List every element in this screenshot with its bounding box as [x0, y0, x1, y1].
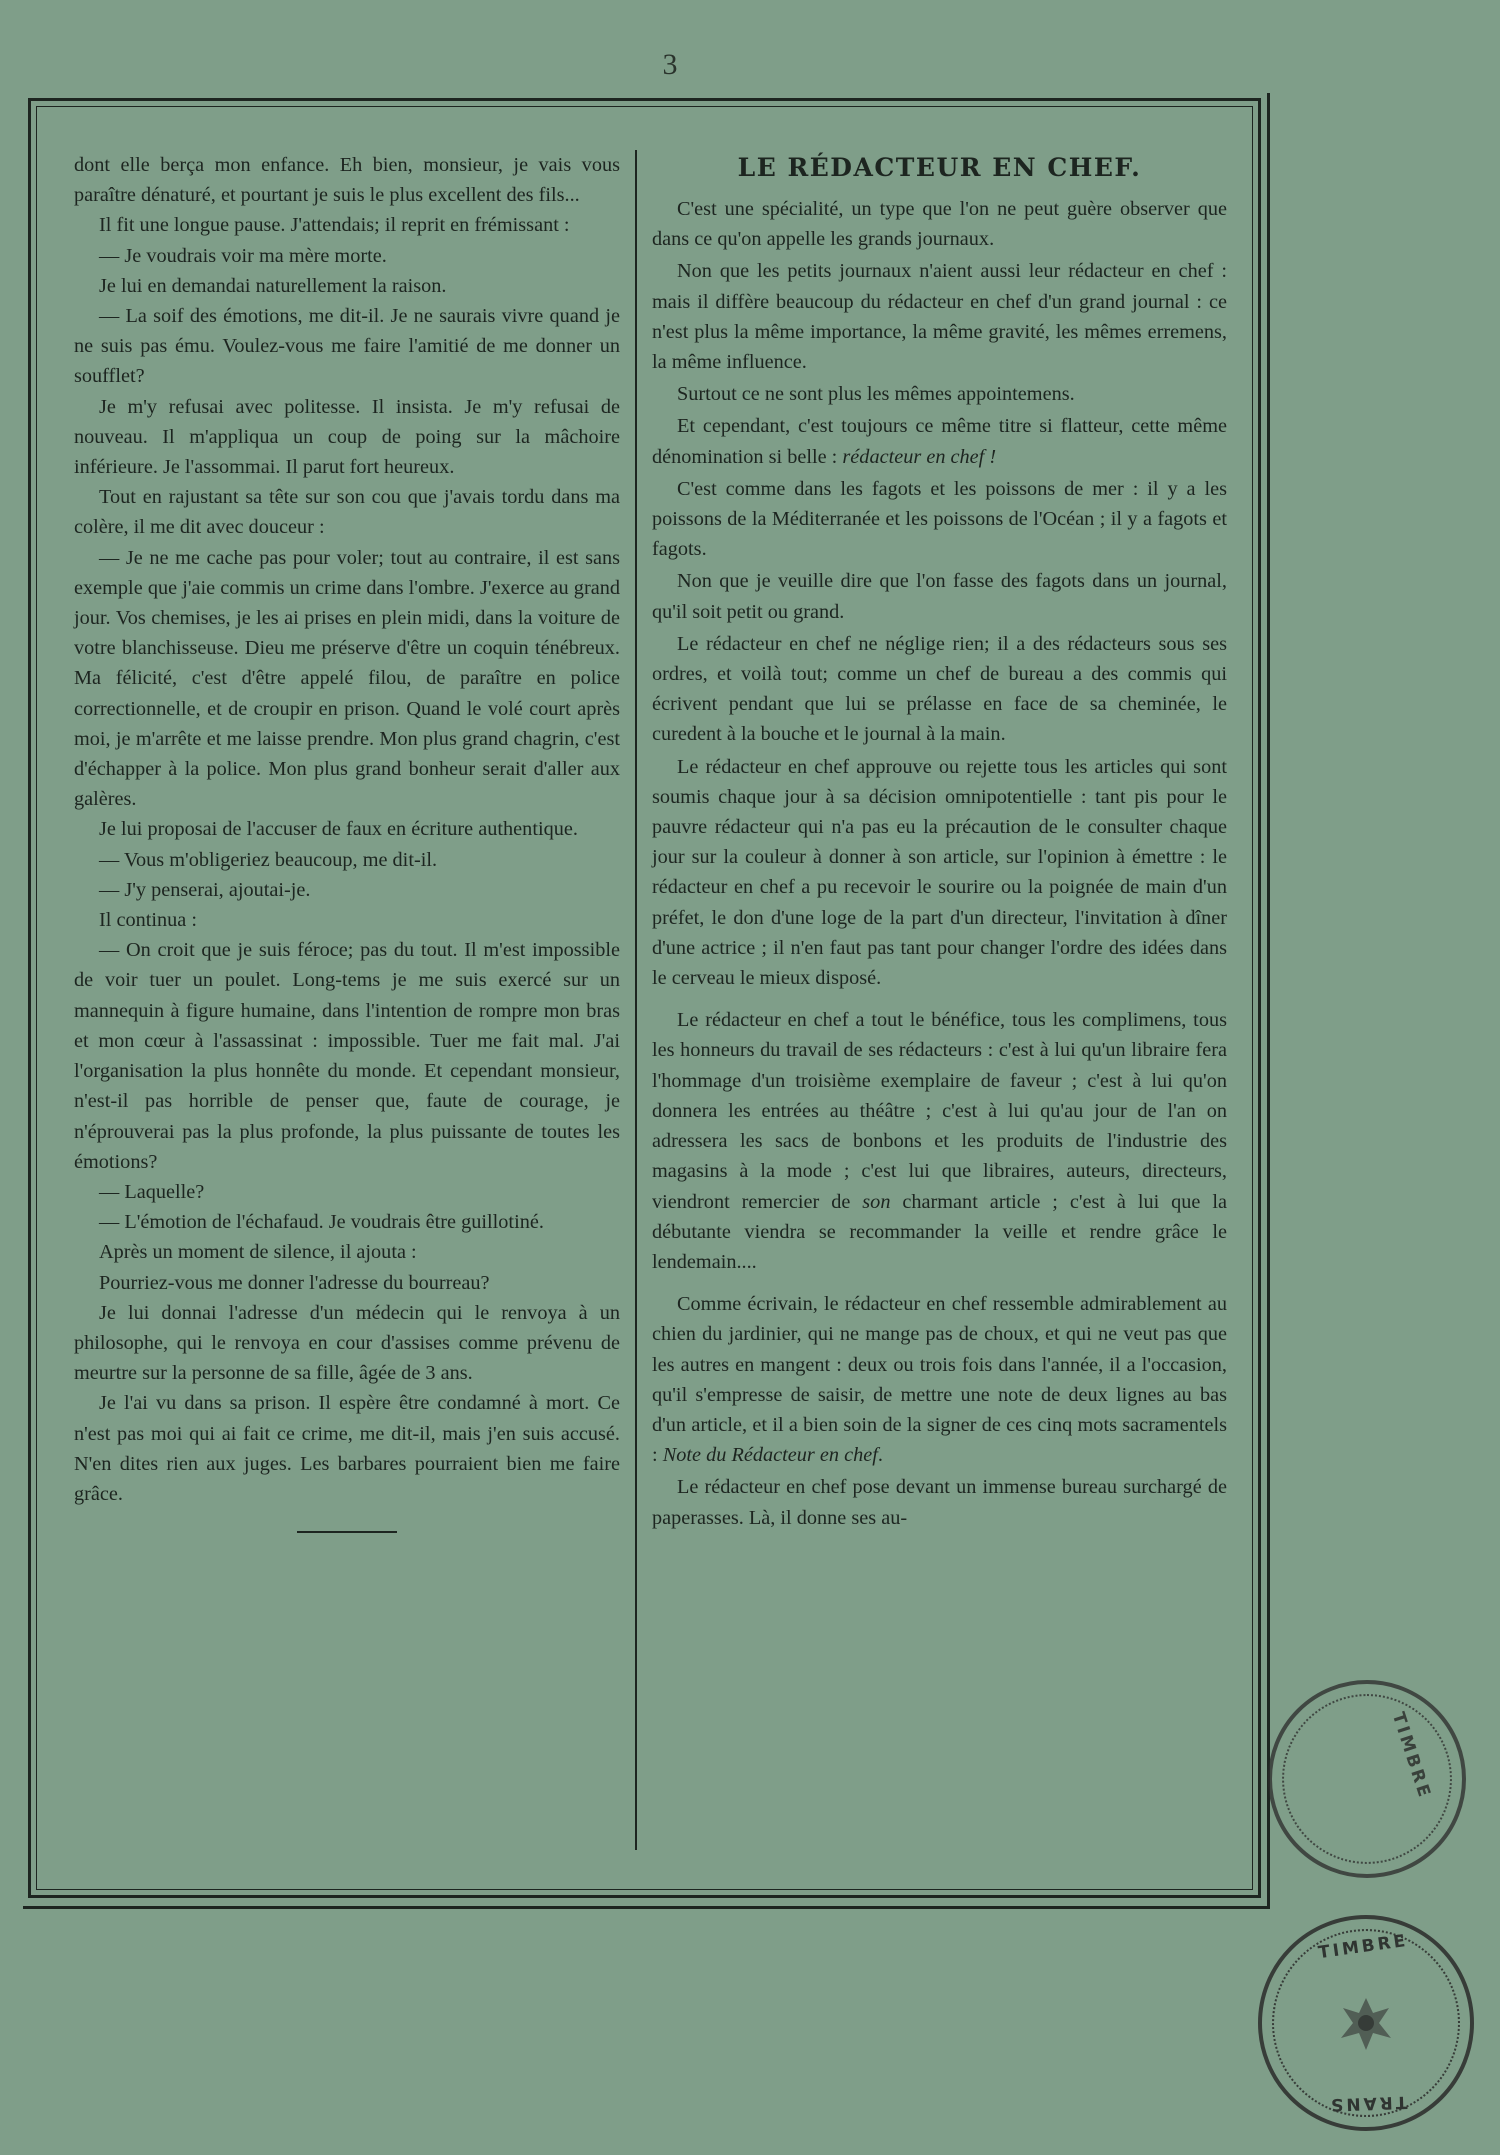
- left-paragraph: dont elle berça mon enfance. Eh bien, monsieur, je vais vous paraître dénaturé, et pourtant je suis le plus excellent des fils...: [74, 154, 620, 207]
- paragraph-text: Comme écrivain, le rédacteur en chef ressemble admirablement au chien du jardinier, qui ne mange pas de choux, et qui ne veut pas que les autres en mangent : deux ou trois fois dans l'année, il a l'occasion, qu'il s'empresse de saisir, de mettre une note de deux lignes au bas d'un article, et il a bien soin de la signer de ces cinq mots sacramentels :: [652, 1293, 1227, 1467]
- right-paragraph: C'est comme dans les fagots et les poissons de mer : il y a les poissons de la Méditerranée et les poissons de l'Océan ; il y a fagots et fagots.: [652, 477, 1227, 561]
- right-paragraph: Le rédacteur en chef approuve ou rejette tous les articles qui sont soumis chaque jour à sa décision omnipotentielle : tant pis pour le pauvre rédacteur qui n'a pas eu la précaution de le consulter chaque jour sur la couleur à donner à son article, sur l'opinion à émettre : le rédacteur en chef a pu recevoir le sourire ou la poignée de main d'un préfet, le don d'une loge de la part d'un directeur, l'invitation à dîner d'une actrice ; il n'en faut pas tant pour changer l'ordre des idées dans le cerveau le mieux disposé.: [652, 755, 1227, 990]
- right-paragraph: [652, 1005, 1227, 1277]
- left-paragraph: Je m'y refusai avec politesse. Il insista. Je m'y refusai de nouveau. Il m'appliqua un coup de poing sur la mâchoire inférieure. Je l'assommai. Il parut fort heureux.: [74, 395, 620, 479]
- left-paragraph: Pourriez-vous me donner l'adresse du bourreau?: [99, 1271, 490, 1294]
- left-paragraph: Je lui donnai l'adresse d'un médecin qui le renvoya à un philosophe, qui le renvoya en cour d'assises comme prévenu de meurtre sur la personne de sa fille, âgée de 3 ans.: [74, 1301, 620, 1385]
- left-paragraph: — Laquelle?: [99, 1180, 205, 1203]
- left-paragraph: — On croit que je suis féroce; pas du tout. Il m'est impossible de voir tuer un poulet. Long-tems je me suis exercé sur un mannequin à figure humaine, dans l'intention de rompre mon bras et mon cœur à l'assassinat : impossible. Tuer me fait mal. J'ai l'organisation la plus honnête du monde. Et cependant monsieur, n'est-il pas horrible de penser que, faute de courage, je n'éprouverai pas la plus profonde, la plus puissante de toutes les émotions?: [74, 939, 620, 1173]
- right-paragraph: [652, 1289, 1227, 1470]
- stamp-label: TIMBRE: [1387, 1709, 1435, 1803]
- paragraph-text: Le rédacteur en chef a tout le bénéfice, tous les complimens, tous les honneurs du travail de ses rédacteurs : c'est à lui qu'un libraire fera l'hommage d'un troisième exemplaire de faveur ; c'est à lui qu'on donnera les entrées au théâtre ; c'est à lui qu'au jour de l'an on adressera les sacs de bonbons et les produits de l'industrie des magasins à la mode ; c'est lui que libraires, auteurs, directeurs, viendront remercier de: [652, 1009, 1227, 1213]
- postal-stamp-upper: [1268, 1680, 1466, 1878]
- left-paragraph: Je lui en demandai naturellement la raison.: [99, 274, 447, 297]
- right-paragraph: Le rédacteur en chef ne néglige rien; il a des rédacteurs sous ses ordres, et voilà tout; comme un chef de bureau a des commis qui écrivent pendant que lui se prélasse en face de sa cheminée, le curedent à la bouche et le journal à la main.: [652, 632, 1227, 746]
- right-paragraph: [652, 411, 1227, 471]
- eagle-emblem-icon: [1321, 1978, 1411, 2068]
- section-end-rule: [297, 1531, 397, 1533]
- right-paragraph: Surtout ce ne sont plus les mêmes appointemens.: [677, 383, 1075, 406]
- stamp-label-bottom: TRANS: [1327, 2091, 1408, 2115]
- left-paragraph: — La soif des émotions, me dit-il. Je ne saurais vivre quand je ne suis pas ému. Voulez-vous me faire l'amitié de me donner un soufflet?: [74, 305, 620, 388]
- left-paragraph: — Vous m'obligeriez beaucoup, me dit-il.: [99, 848, 438, 871]
- left-paragraph: Tout en rajustant sa tête sur son cou que j'avais tordu dans ma colère, il me dit avec douceur :: [74, 486, 620, 539]
- left-paragraph: — J'y penserai, ajoutai-je.: [99, 878, 311, 901]
- right-paragraph: Le rédacteur en chef pose devant un immense bureau surchargé de paperasses. Là, il donne ses au-: [652, 1476, 1227, 1529]
- left-paragraph: Il fit une longue pause. J'attendais; il reprit en frémissant :: [99, 214, 570, 237]
- column-divider: [635, 150, 637, 1850]
- right-paragraph: C'est une spécialité, un type que l'on ne peut guère observer que dans ce qu'on appelle les grands journaux.: [652, 198, 1227, 251]
- left-paragraph: Il continua :: [99, 909, 197, 932]
- paragraph-text: Et cependant, c'est toujours ce même titre si flatteur, cette même dénomination si belle :: [652, 415, 1227, 468]
- paragraph-text: .: [877, 1444, 883, 1467]
- left-paragraph: — Je voudrais voir ma mère morte.: [99, 244, 387, 267]
- italic-phrase: rédacteur en chef !: [842, 445, 997, 468]
- left-paragraph: — L'émotion de l'échafaud. Je voudrais être guillotiné.: [99, 1211, 544, 1234]
- paragraph-text: charmant article ; c'est à lui que la débutante viendra se recommander la veille et rendre grâce le lendemain....: [652, 1190, 1227, 1273]
- page-number: 3: [662, 48, 678, 81]
- postal-stamp-lower: [1258, 1915, 1474, 2131]
- left-paragraph: Je lui proposai de l'accuser de faux en écriture authentique.: [99, 818, 578, 841]
- right-paragraph: Non que les petits journaux n'aient aussi leur rédacteur en chef : mais il diffère beaucoup du rédacteur en chef d'un grand journal : ce n'est plus la même importance, la même gravité, les mêmes erremens, la même influence.: [652, 260, 1227, 374]
- italic-phrase: Note du Rédacteur en chef: [662, 1444, 878, 1467]
- right-column: [652, 150, 1227, 1533]
- article-title: LE RÉDACTEUR EN CHEF.: [737, 153, 1142, 182]
- left-paragraph: Après un moment de silence, il ajouta :: [99, 1241, 417, 1264]
- right-paragraph: Non que je veuille dire que l'on fasse des fagots dans un journal, qu'il soit petit ou grand.: [652, 570, 1227, 623]
- italic-word: son: [862, 1190, 891, 1213]
- stamp-label-top: TIMBRE: [1317, 1930, 1410, 1964]
- left-paragraph: — Je ne me cache pas pour voler; tout au contraire, il est sans exemple que j'aie commis un crime dans l'ombre. J'exerce au grand jour. Vos chemises, je les ai prises en plein midi, dans la voiture de votre blanchisseuse. Dieu me préserve d'être un coquin ténébreux. Ma félicité, c'est d'être appelé filou, de paraître en police correctionnelle, et de croupir en prison. Quand le volé court après moi, je m'arrête et me laisse prendre. Mon plus grand chagrin, c'est d'échapper à la police. Mon plus grand bonheur serait d'aller aux galères.: [74, 546, 620, 811]
- left-paragraph: Je l'ai vu dans sa prison. Il espère être condamné à mort. Ce n'est pas moi qui ai fait ce crime, me dit-il, mais j'en suis accusé. N'en dites rien aux juges. Les barbares pourraient bien me faire grâce.: [74, 1392, 620, 1505]
- left-column: [74, 150, 620, 1533]
